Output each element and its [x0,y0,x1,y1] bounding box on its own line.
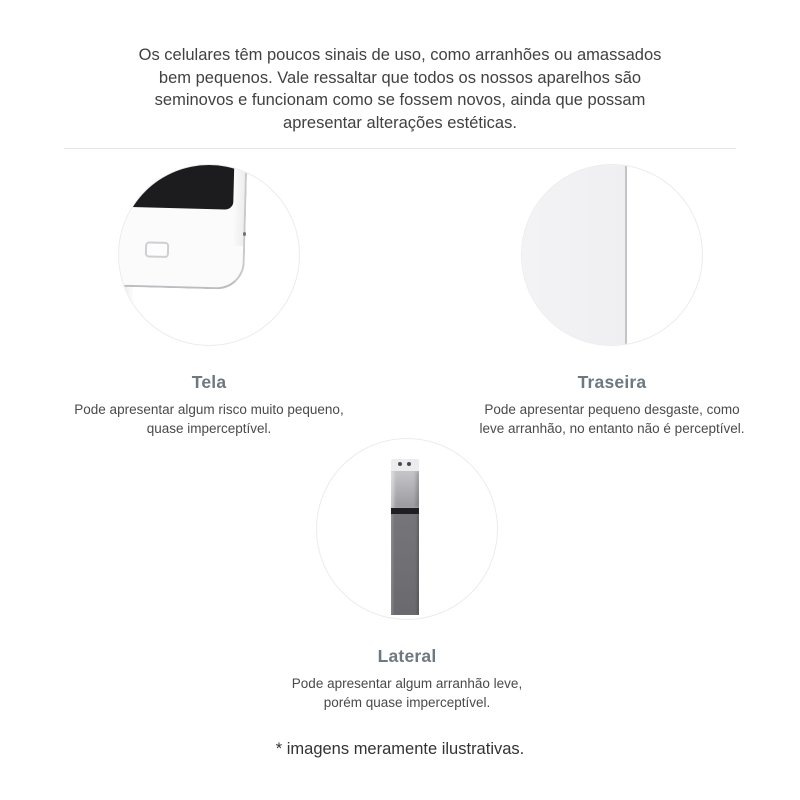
side-top-edge [391,459,419,471]
illustrative-images-note: * imagens meramente ilustrativas. [275,740,525,758]
side-metal-upper [391,471,419,508]
section-description-traseira [447,400,777,438]
screen-area [118,164,235,210]
lateral-circle-image [316,438,498,620]
section-title-traseira: Traseira [577,372,647,392]
edge-speck [243,232,246,236]
phone-back-illustration [521,164,627,346]
description-line: leve arranhão, no entanto não é perceptível. [479,421,745,436]
traseira-circle-image [521,164,703,346]
traseira-section [447,164,777,438]
description-line: Pode apresentar pequeno desgaste, como [484,402,740,417]
section-description-lateral [242,674,572,712]
tela-section [44,164,374,438]
lateral-section [242,438,572,712]
section-description-tela [44,400,374,438]
device-button [145,241,169,258]
description-line: quase imperceptível. [146,421,272,436]
description-line: porém quase imperceptível. [323,695,491,710]
description-line: Pode apresentar algum arranhão leve, [291,676,523,691]
phone-side-illustration [391,459,419,615]
section-title-lateral: Lateral [377,646,437,666]
description-line: Pode apresentar algum risco muito pequeno, [74,402,344,417]
port-dot-icon [398,462,402,466]
intro-line: apresentar alterações estéticas. [283,113,517,132]
tela-circle-image [118,164,300,346]
intro-line: seminovos e funcionam como se fossem novos, ainda que possam [154,91,646,109]
section-divider [64,148,736,149]
intro-line: Os celulares têm poucos sinais de uso, como arranhões ou amassados [138,46,662,64]
side-metal-lower [391,514,419,615]
section-title-tela: Tela [191,372,227,392]
intro-line: bem pequenos. Vale ressaltar que todos os nossos aparelhos são [158,68,642,87]
port-dot-icon [407,462,411,466]
intro-text [90,44,710,134]
phone-screen-corner-illustration [118,164,248,290]
